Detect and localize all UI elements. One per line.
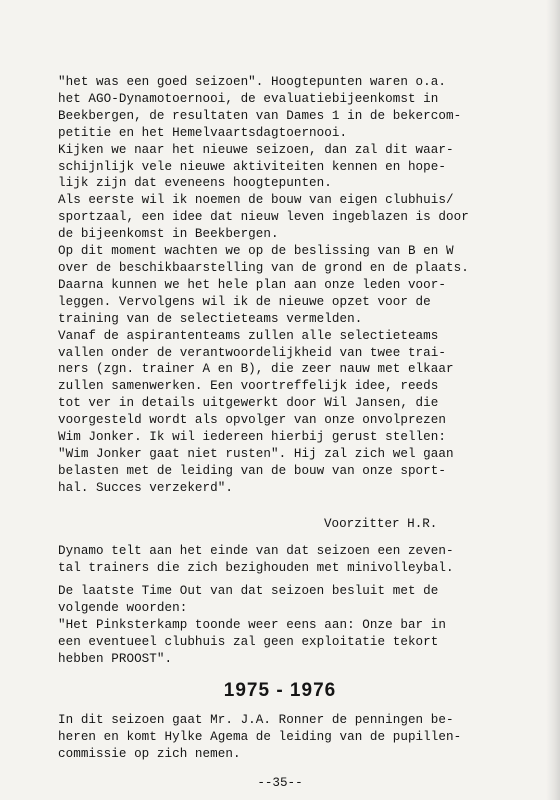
body-paragraph-season-1975: In dit seizoen gaat Mr. J.A. Ronner de penningen be- heren en komt Hylke Agema de leiding van de pupillen- commissie op zich nemen. [58,713,462,761]
body-paragraph-trainers: Dynamo telt aan het einde van dat seizoen een zeven- tal trainers die zich bezighouden met minivolleybal. [58,544,454,575]
signature-line: Voorzitter H.R. [324,517,438,531]
body-paragraph-intro: "het was een goed seizoen". Hoogtepunten waren o.a. het AGO-Dynamotoernooi, de evaluatiebijeenkomst in Beekbergen, de resultaten van Dames 1 in de bekercom- petitie en het Hemelvaartsdagtoernooi. Kijken we naar het nieuwe seizoen, dan zal dit waar- schijnlijk vele nieuwe aktiviteiten kennen en hope- lijk zijn dat eveneens hoogtepunten. Als eerste wil ik noemen de bouw van eigen clubhuis/ sportzaal, een idee dat nieuw leven ingeblazen is door de bijeenkomst in Beekbergen. Op dit moment wachten we op de beslissing van B en W over de beschikbaarstelling van de grond en de plaats. Daarna kunnen we het hele plan aan onze leden voor- leggen. Vervolgens wil ik de nieuwe opzet voor de training van de selectieteams vermelden. Vanaf de aspirantenteams zullen alle selectieteams vallen onder de verantwoordelijkheid van twee trai- ners (zgn. trainer A en B), die zeer nauw met elkaar zullen samenwerken. Een voortreffelijk idee, reeds tot ver in details uitgewerkt door Wil Jansen, die voorgesteld wordt als opvolger van onze onvolprezen Wim Jonker. Ik wil iedereen hierbij gerust stellen: "Wim Jonker gaat niet rusten". Hij zal zich wel gaan belasten met de leiding van de bouw van onze sport- hal. Succes verzekerd". [58,75,469,495]
section-heading-season: 1975 - 1976 [223,680,337,701]
body-paragraph-time-out: De laatste Time Out van dat seizoen besluit met de volgende woorden: "Het Pinksterkamp toonde weer eens aan: Onze bar in een eventueel clubhuis zal geen exploitatie tekort hebben PROOST". [58,584,446,666]
page-number: --35-- [257,776,303,790]
